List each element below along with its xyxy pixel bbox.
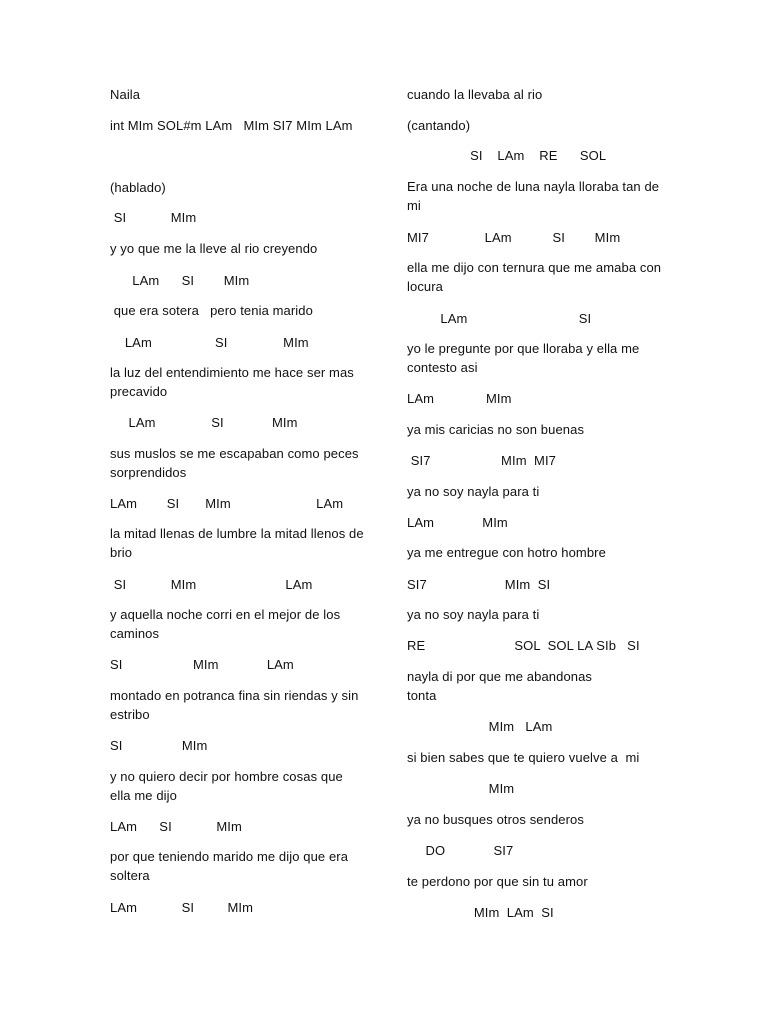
lyric-line: y aquella noche corri en el mejor de los [110,607,341,622]
song-title: Naila [110,87,141,102]
lyric-line: la mitad llenas de lumbre la mitad llenos de [110,526,364,541]
lyric-line: ella me dijo con ternura que me amaba con [407,260,662,275]
chord-line: LAm SI MIm [110,900,254,915]
chord-line: SI7 MIm SI [407,577,551,592]
lyric-line: y yo que me la lleve al rio creyendo [110,241,318,256]
lyric-line: nayla di por que me abandonas [407,669,593,684]
chord-line: MIm [407,781,515,796]
lyric-line: ya me entregue con hotro hombre [407,545,606,560]
intro-chords: int MIm SOL#m LAm MIm SI7 MIm LAm [110,118,353,133]
chord-line: SI MIm LAm [110,657,294,672]
lyric-line: sorprendidos [110,465,187,480]
spoken-marker: (hablado) [110,180,166,195]
chord-line: MIm LAm SI [407,905,554,920]
chord-line: LAm SI MIm [110,415,298,430]
lyric-line: cuando la llevaba al rio [407,87,543,102]
lyric-line: soltera [110,868,150,883]
lyric-line: ya mis caricias no son buenas [407,422,585,437]
sung-marker: (cantando) [407,118,471,133]
chord-line: LAm MIm [407,391,512,406]
lyric-line: montado en potranca fina sin riendas y sin [110,688,359,703]
chord-line: LAm SI MIm [110,335,309,350]
lyric-line: mi [407,198,421,213]
chord-line: SI MIm LAm [110,577,313,592]
chord-line: SI LAm RE SOL [407,148,607,163]
chord-line: MIm LAm [407,719,553,734]
chord-line: SI MIm [110,738,208,753]
chord-line: SI7 MIm MI7 [407,453,557,468]
lyric-line: locura [407,279,444,294]
lyric-line: por que teniendo marido me dijo que era [110,849,349,864]
chord-line: DO SI7 [407,843,514,858]
lyric-line: ella me dijo [110,788,177,803]
lyric-line: la luz del entendimiento me hace ser mas [110,365,354,380]
lyric-line: que era sotera pero tenia marido [110,303,313,318]
chord-line: LAm SI MIm [110,819,242,834]
chord-line: SI MIm [110,210,197,225]
lyric-line: estribo [110,707,150,722]
lyric-line: brio [110,545,133,560]
lyric-line: te perdono por que sin tu amor [407,874,588,889]
lyric-line: contesto asi [407,360,478,375]
lyric-line: caminos [110,626,160,641]
lyric-line: tonta [407,688,437,703]
chord-line: MI7 LAm SI MIm [407,230,621,245]
chord-line: LAm MIm [407,515,508,530]
lyric-line: si bien sabes que te quiero vuelve a mi [407,750,640,765]
lyric-line: ya no soy nayla para ti [407,607,540,622]
lyric-line: sus muslos se me escapaban como peces [110,446,359,461]
lyric-line: ya no soy nayla para ti [407,484,540,499]
lyric-line: ya no busques otros senderos [407,812,584,827]
lyric-line: y no quiero decir por hombre cosas que [110,769,343,784]
chord-line: LAm SI [407,311,592,326]
chord-line: RE SOL SOL LA SIb SI [407,638,640,653]
lyric-line: precavido [110,384,168,399]
chord-line: LAm SI MIm LAm [110,496,344,511]
chord-line: LAm SI MIm [110,273,250,288]
lyric-line: Era una noche de luna nayla lloraba tan de [407,179,660,194]
lyric-line: yo le pregunte por que lloraba y ella me [407,341,640,356]
